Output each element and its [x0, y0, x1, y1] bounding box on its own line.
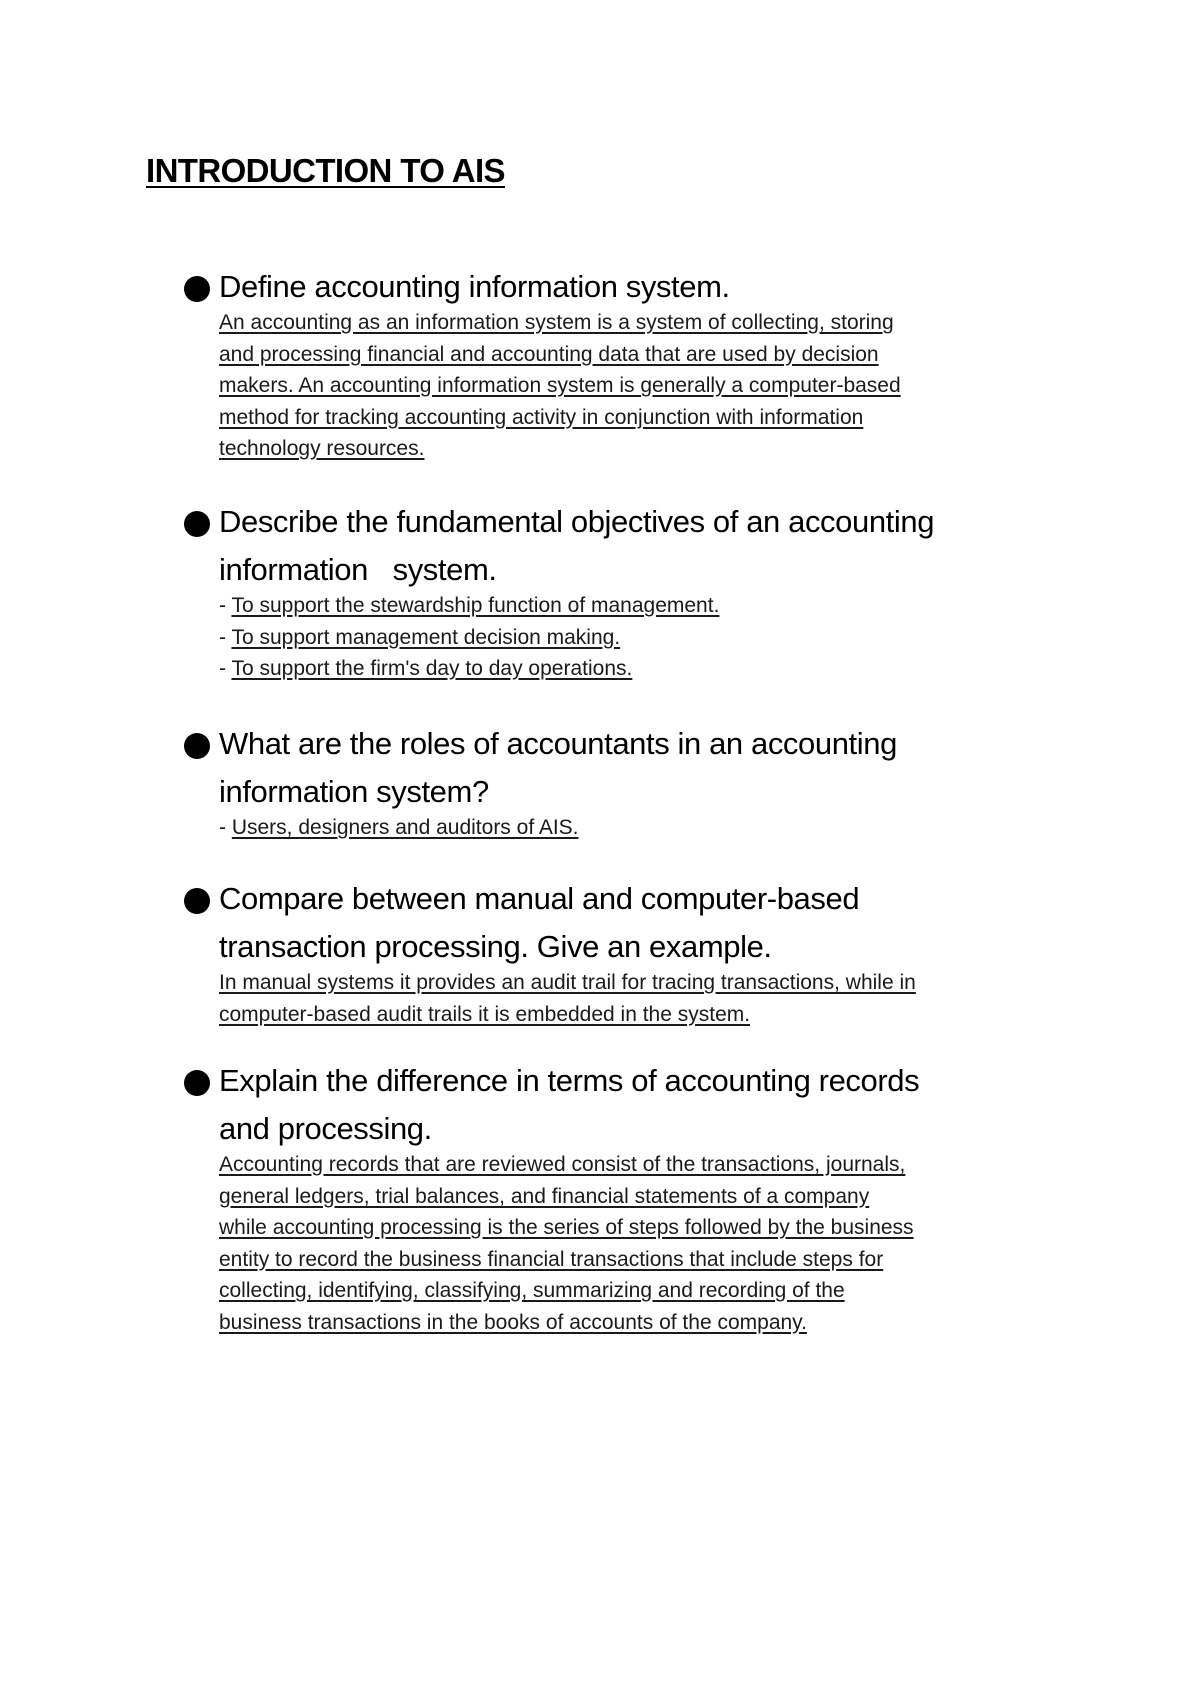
answer-item-text: To support the firm's day to day operations.: [231, 657, 633, 680]
answer-line: method for tracking accounting activity in conjunction with information: [219, 405, 864, 429]
answer-item: - To support management decision making.: [219, 625, 621, 649]
bullet-icon: [184, 511, 210, 537]
answer-item: - To support the stewardship function of management.: [219, 594, 720, 617]
answer-line: technology resources.: [219, 437, 425, 460]
question-heading: [219, 720, 1079, 816]
bullet-icon: [184, 733, 210, 759]
question-heading: [219, 498, 1079, 594]
answer-line: general ledgers, trial balances, and financial statements of a company: [219, 1184, 870, 1208]
answer-line: computer-based audit trails it is embedded in the system.: [219, 1002, 751, 1026]
question-heading: [219, 875, 1079, 971]
answer-text: [219, 307, 1079, 465]
section-records-vs-processing: [184, 1057, 1084, 1338]
question-heading: [219, 263, 1079, 311]
question-line: Define accounting information system.: [219, 269, 730, 304]
answer-line: In manual systems it provides an audit trail for tracing transactions, while in: [219, 971, 916, 994]
answer-line: Accounting records that are reviewed consist of the transactions, journals,: [219, 1153, 906, 1176]
bullet-icon: [184, 888, 210, 914]
answer-line: business transactions in the books of accounts of the company.: [219, 1310, 807, 1334]
question-heading: [219, 1057, 1079, 1153]
answer-list: [219, 590, 1079, 685]
answer-line: and processing financial and accounting data that are used by decision: [219, 342, 879, 366]
question-line: Compare between manual and computer-based: [219, 881, 860, 916]
section-manual-vs-computer: [184, 875, 1084, 1030]
question-line: information system?: [219, 774, 489, 809]
answer-item: - To support the firm's day to day operations.: [219, 657, 633, 680]
answer-line: while accounting processing is the series of steps followed by the business: [219, 1216, 914, 1239]
answer-text: [219, 967, 1079, 1030]
answer-line: An accounting as an information system is a system of collecting, storing: [219, 311, 894, 334]
answer-item-text: Users, designers and auditors of AIS.: [231, 816, 579, 839]
question-line: transaction processing. Give an example.: [219, 929, 772, 964]
answer-text: [219, 1149, 1079, 1338]
section-accountant-roles: [184, 720, 1084, 844]
question-line: What are the roles of accountants in an accounting: [219, 726, 897, 761]
answer-list: [219, 812, 1079, 844]
answer-item-text: To support management decision making.: [231, 625, 621, 649]
answer-line: entity to record the business financial transactions that include steps for: [219, 1247, 884, 1271]
answer-item-text: To support the stewardship function of management.: [231, 594, 720, 617]
bullet-icon: [184, 276, 210, 302]
bullet-icon: [184, 1070, 210, 1096]
answer-line: collecting, identifying, classifying, summarizing and recording of the: [219, 1279, 845, 1302]
answer-line: makers. An accounting information system is generally a computer-based: [219, 374, 901, 397]
question-line: Describe the fundamental objectives of an accounting: [219, 504, 935, 539]
section-objectives: [184, 498, 1084, 685]
question-line: Explain the difference in terms of accounting records: [219, 1063, 920, 1098]
section-define-ais: [184, 263, 1084, 465]
document-title: INTRODUCTION TO AIS: [146, 152, 505, 189]
answer-item: - Users, designers and auditors of AIS.: [219, 816, 579, 839]
question-line: information system.: [219, 552, 497, 587]
question-line: and processing.: [219, 1111, 432, 1146]
